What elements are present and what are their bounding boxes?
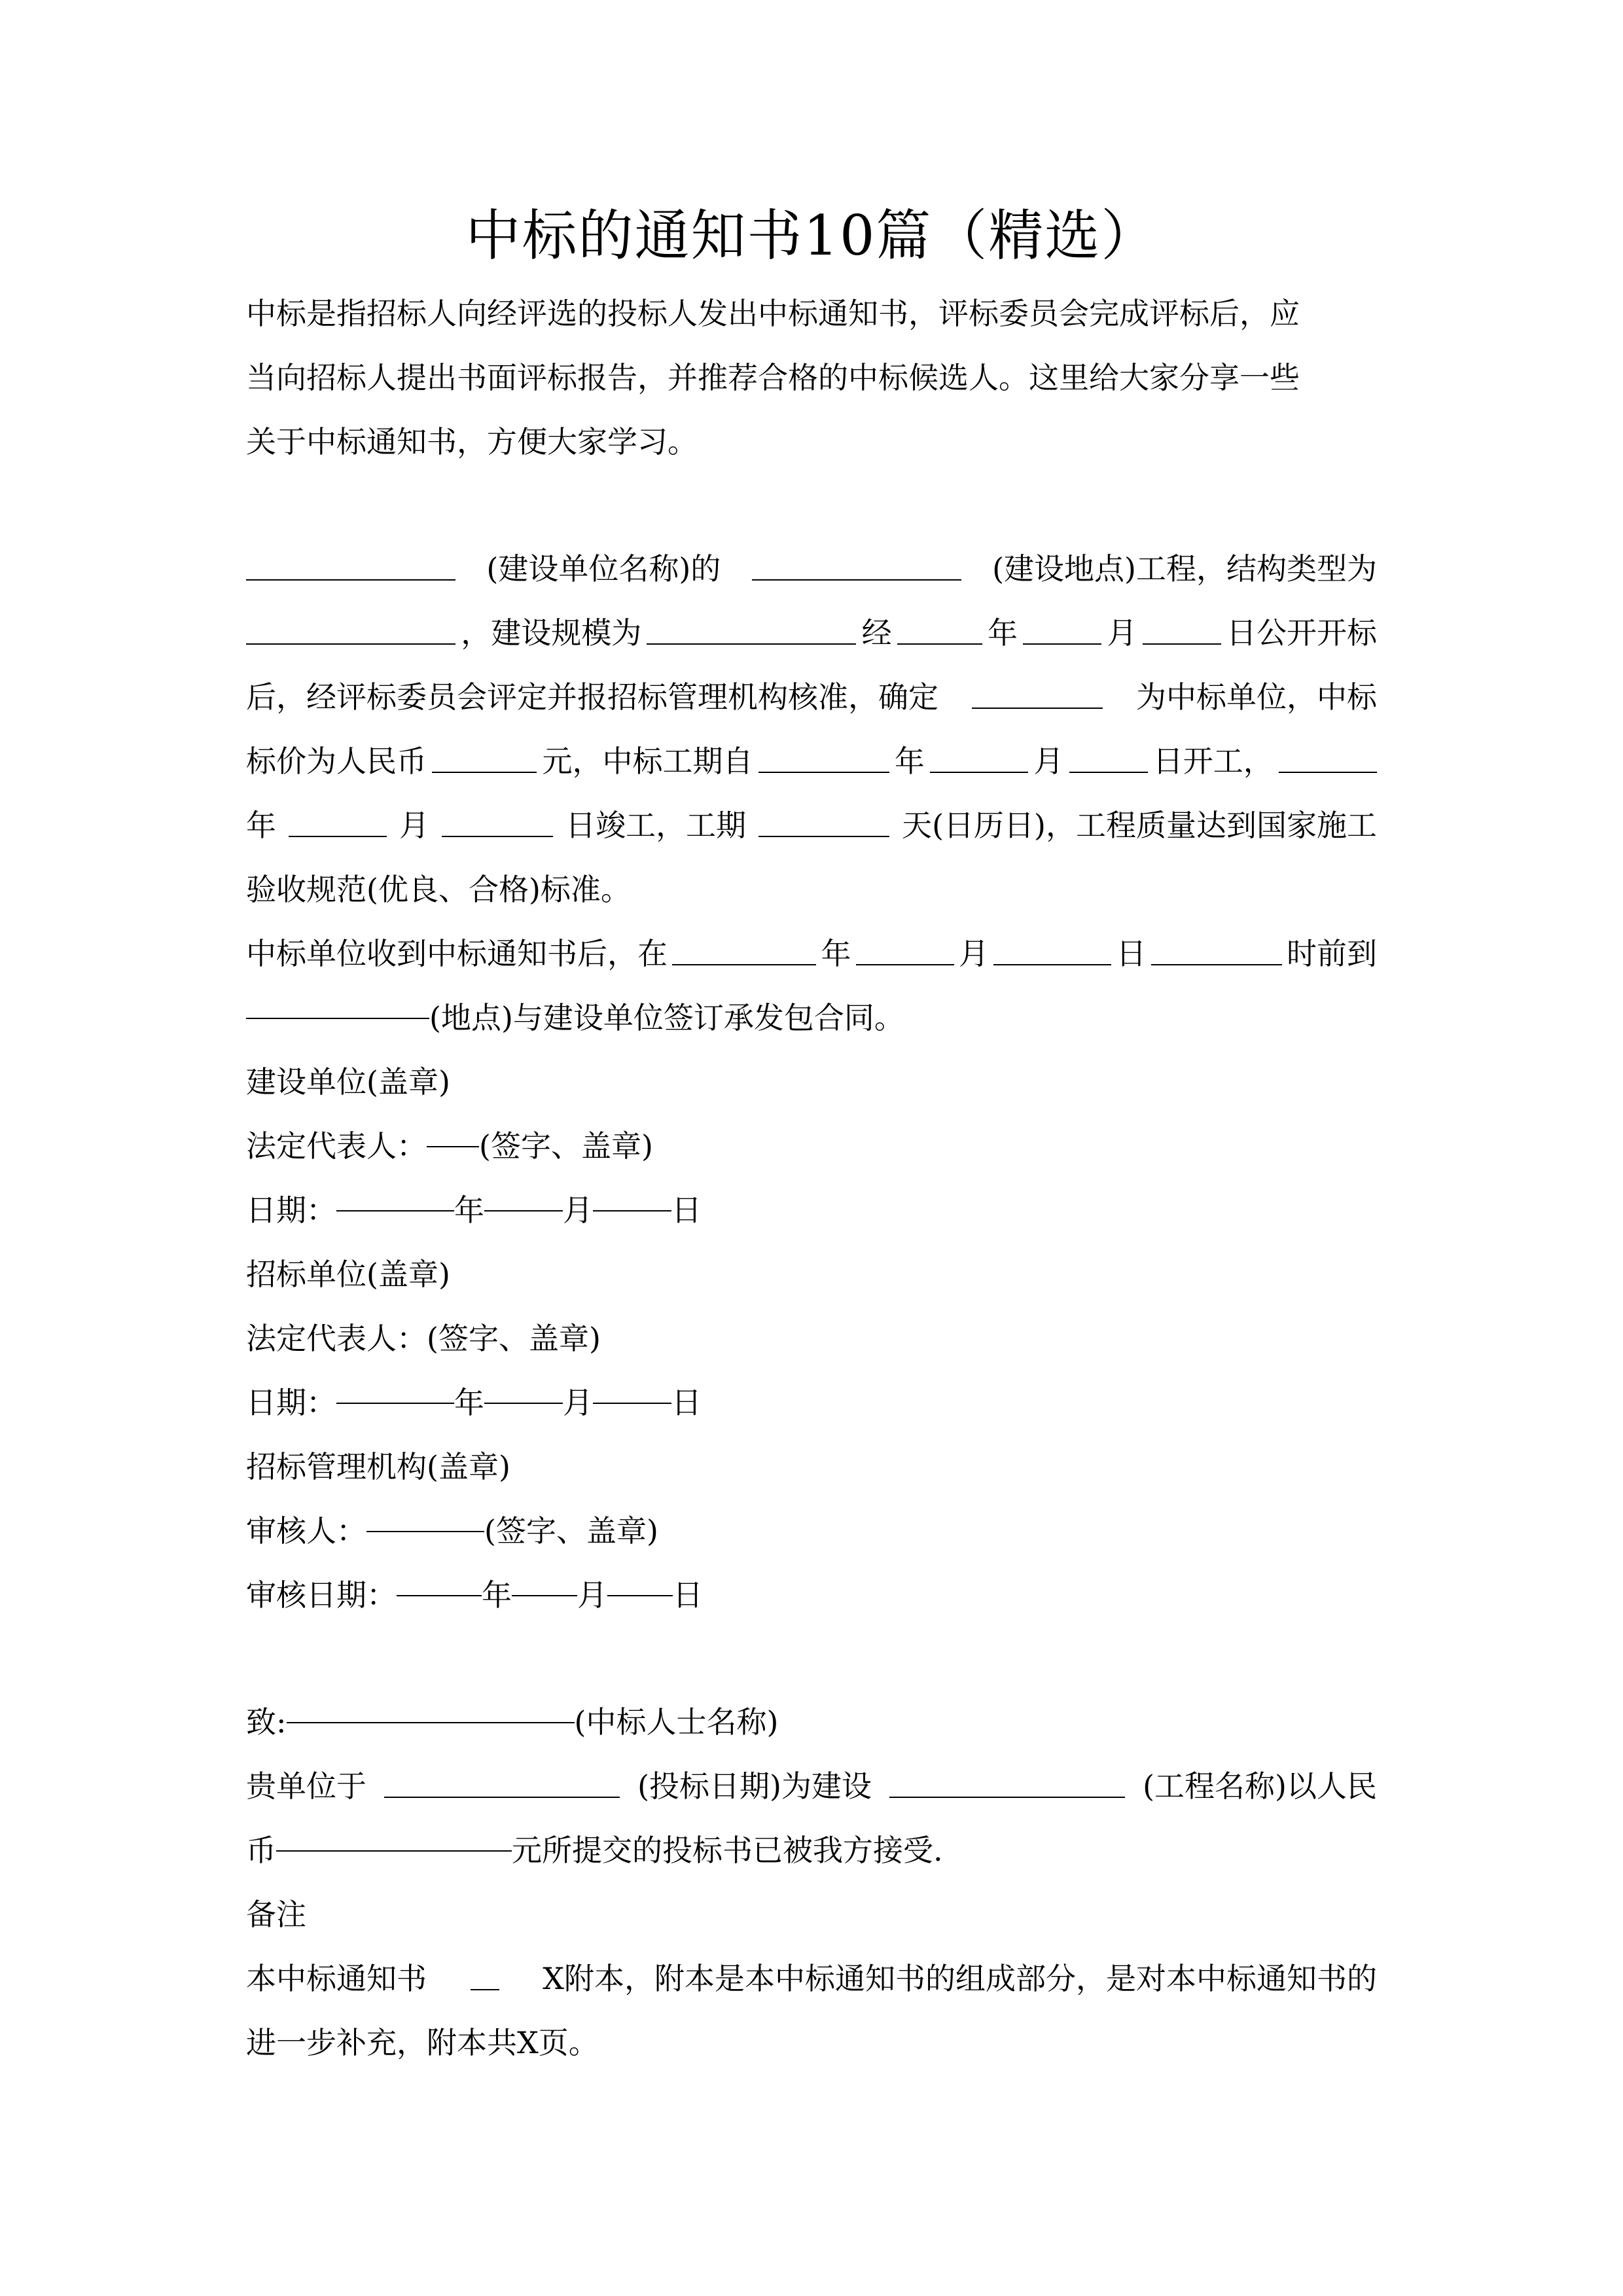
notice2-line-2: 贵单位于 (投标日期)为建设 (工程名称)以人民	[246, 1754, 1377, 1818]
notice2-remarks-heading: 备注	[246, 1897, 306, 1932]
blank-field	[471, 1948, 499, 1990]
blank-field	[758, 795, 889, 837]
blank-field	[993, 924, 1111, 965]
signature-tender-unit: 招标单位(盖章)	[246, 1257, 450, 1292]
blank-field	[889, 1756, 1125, 1798]
notice1-line-1: (建设单位名称)的 (建设地点)工程，结构类型为	[246, 537, 1377, 601]
blank-field	[484, 1362, 563, 1404]
signature-date-1: 日期： 年 月 日	[246, 1178, 702, 1242]
blank-field	[384, 1756, 620, 1798]
blank-field	[442, 795, 553, 837]
intro-line-2: 当向招标人提出书面评标报告，并推荐合格的中标候选人。这里给大家分享一些	[246, 360, 1300, 395]
blank-field	[752, 539, 961, 581]
blank-field	[1023, 603, 1101, 645]
notice1-line-7: 中标单位收到中标通知书后，在 年 月 日 时前到	[246, 922, 1377, 986]
blank-field	[397, 1554, 482, 1596]
document-title: 中标的通知书10篇（精选）	[465, 204, 1158, 268]
signature-reviewer: 审核人： (签字、盖章)	[246, 1499, 658, 1563]
signature-construction-unit: 建设单位(盖章)	[246, 1064, 450, 1100]
signature-legal-rep-2: 法定代表人：(签字、盖章)	[246, 1321, 601, 1356]
blank-field	[512, 1554, 577, 1596]
signature-legal-rep-1: 法定代表人： (签字、盖章)	[246, 1114, 653, 1178]
blank-field	[647, 603, 856, 645]
signature-review-date: 审核日期： 年 月 日	[246, 1563, 703, 1627]
signature-date-2: 日期： 年 月 日	[246, 1371, 702, 1435]
blank-field	[366, 1490, 484, 1532]
blank-field	[336, 1362, 454, 1404]
blank-field	[1151, 924, 1282, 965]
intro-line-3: 关于中标通知书，方便大家学习。	[246, 424, 698, 459]
blank-field	[930, 731, 1028, 773]
blank-field	[672, 924, 816, 965]
blank-field	[593, 1362, 671, 1404]
blank-field	[289, 795, 387, 837]
intro-line-1: 中标是指招标人向经评选的投标人发出中标通知书，评标委员会完成评标后，应	[246, 296, 1300, 331]
blank-field	[246, 539, 455, 581]
blank-field	[607, 1554, 673, 1596]
blank-field	[856, 924, 954, 965]
notice1-line-8: (地点)与建设单位签订承发包合同。	[246, 986, 904, 1050]
blank-field	[246, 977, 429, 1019]
blank-field	[1069, 731, 1148, 773]
notice2-line-5: 本中标通知书 X附本，附本是本中标通知书的组成部分，是对本中标通知书的	[246, 1946, 1377, 2011]
blank-field	[1279, 731, 1377, 773]
signature-management-agency: 招标管理机构(盖章)	[246, 1449, 510, 1484]
notice2-line-3: 币 元所提交的投标书已被我方接受.	[246, 1818, 943, 1882]
blank-field	[287, 1681, 575, 1723]
blank-field	[246, 603, 455, 645]
blank-field	[427, 1105, 479, 1147]
blank-field	[484, 1170, 563, 1211]
notice1-line-6: 验收规范(优良、合格)标准。	[246, 872, 631, 907]
notice1-line-3: 后，经评标委员会评定并报招标管理机构核准，确定 为中标单位，中标	[246, 665, 1377, 729]
blank-field	[758, 731, 889, 773]
notice2-line-1: 致: (中标人士名称)	[246, 1690, 778, 1754]
notice1-line-4: 标价为人民币 元，中标工期自 年 月 日开工，	[246, 729, 1377, 793]
blank-field	[276, 1810, 512, 1852]
blank-field	[1143, 603, 1221, 645]
notice2-line-6: 进一步补充，附本共X页。	[246, 2025, 599, 2060]
blank-field	[432, 731, 537, 773]
notice1-line-2: ，建设规模为 经 年 月 日公开开标	[246, 601, 1377, 665]
blank-field	[336, 1170, 454, 1211]
blank-field	[593, 1170, 671, 1211]
notice1-line-5: 年 月 日竣工，工期 天(日历日)，工程质量达到国家施工	[246, 793, 1377, 857]
blank-field	[897, 603, 982, 645]
blank-field	[972, 667, 1103, 709]
